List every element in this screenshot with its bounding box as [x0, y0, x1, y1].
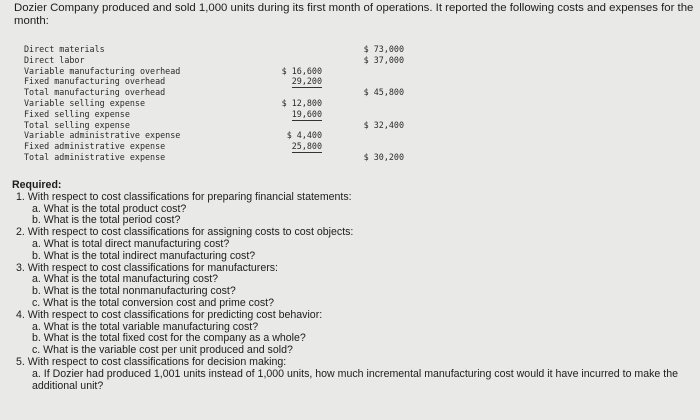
question-2: 2. With respect to cost classifications for assigning costs to cost objects: — [16, 226, 354, 239]
row-label: Fixed administrative expense — [24, 141, 166, 152]
table-row — [24, 55, 424, 66]
question-4: 4. With respect to cost classifications for predicting cost behavior: — [16, 308, 323, 321]
question-4a: a. What is the total variable manufacturing cost? — [32, 320, 259, 333]
question-4b: b. What is the total fixed cost for the company as a whole? — [32, 332, 306, 345]
row-total: $ 45,800 — [363, 87, 404, 98]
row-label: Fixed selling expense — [24, 108, 130, 119]
row-total: $ 30,200 — [363, 151, 404, 162]
row-amount: 29,200 — [291, 76, 322, 87]
table-row — [24, 44, 424, 55]
row-label: Fixed manufacturing overhead — [24, 76, 166, 87]
question-3a: a. What is the total manufacturing cost? — [32, 273, 219, 286]
required-section — [12, 180, 696, 392]
table-row — [24, 109, 424, 120]
row-total: $ 32,400 — [363, 119, 404, 130]
question-2b: b. What is the total indirect manufacturing cost? — [32, 249, 256, 262]
table-row — [24, 66, 424, 77]
table-row — [24, 76, 424, 87]
question-3c: c. What is the total conversion cost and prime cost? — [32, 296, 275, 309]
question-2a: a. What is total direct manufacturing cost? — [32, 237, 230, 250]
table-row — [24, 120, 424, 131]
question-1b: b. What is the total period cost? — [32, 214, 181, 227]
row-label: Direct labor — [24, 54, 85, 65]
row-label: Total administrative expense — [24, 151, 166, 162]
table-row — [24, 87, 424, 98]
question-3: 3. With respect to cost classifications for manufacturers: — [16, 261, 278, 274]
row-label: Direct materials — [24, 44, 105, 54]
row-label: Total selling expense — [24, 119, 130, 130]
row-amount: 25,800 — [291, 141, 322, 152]
cost-table — [24, 44, 424, 163]
required-heading: Required: — [12, 179, 62, 191]
question-5: 5. With respect to cost classifications for decision making: — [16, 355, 287, 368]
row-amount: $ 16,600 — [281, 65, 322, 76]
table-row — [24, 152, 424, 163]
intro-paragraph: Dozier Company produced and sold 1,000 units during its first month of operations. It reported the following costs and expenses for the month: — [14, 2, 694, 27]
row-label: Total manufacturing overhead — [24, 87, 166, 98]
question-4c: c. What is the variable cost per unit produced and sold? — [32, 344, 293, 357]
row-total: $ 37,000 — [363, 54, 404, 65]
row-label: Variable administrative expense — [24, 130, 181, 141]
question-5a: a. If Dozier had produced 1,001 units instead of 1,000 units, how much incremental manufacturing cost would it have incurred to make the additional unit? — [32, 367, 678, 392]
question-1a: a. What is the total product cost? — [32, 202, 187, 215]
row-total: $ 73,000 — [363, 44, 404, 54]
question-3b: b. What is the total nonmanufacturing cost? — [32, 285, 236, 298]
row-label: Variable selling expense — [24, 97, 146, 108]
row-label: Variable manufacturing overhead — [24, 65, 181, 76]
table-row — [24, 141, 424, 152]
row-amount: $ 4,400 — [286, 130, 322, 141]
question-1: 1. With respect to cost classifications for preparing financial statements: — [16, 190, 352, 203]
table-row — [24, 130, 424, 141]
table-row — [24, 98, 424, 109]
row-amount: 19,600 — [291, 108, 322, 119]
row-amount: $ 12,800 — [281, 97, 322, 108]
